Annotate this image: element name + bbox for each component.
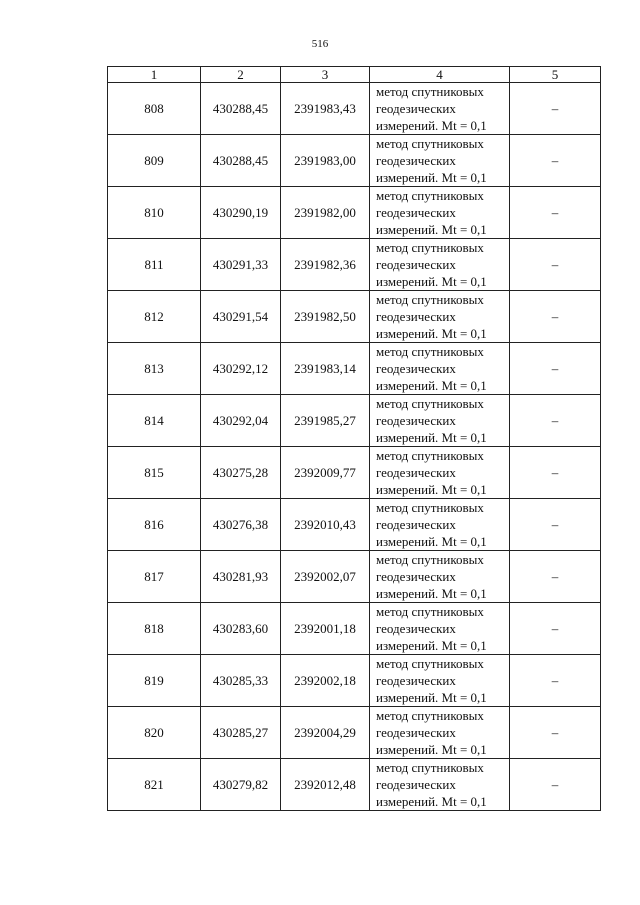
point-number-cell: 818 [108, 603, 201, 655]
table-row [108, 551, 601, 603]
column-header-3: 3 [281, 67, 370, 83]
point-number-cell: 821 [108, 759, 201, 811]
note-cell: – [510, 499, 601, 551]
method-cell: метод спутниковых геодезических измерений. Mt = 0,1 [370, 655, 510, 707]
y-coordinate-cell: 2391983,00 [281, 135, 370, 187]
point-number-cell: 809 [108, 135, 201, 187]
point-number-cell: 819 [108, 655, 201, 707]
x-coordinate-cell: 430275,28 [201, 447, 281, 499]
x-coordinate-cell: 430276,38 [201, 499, 281, 551]
method-cell: метод спутниковых геодезических измерений. Mt = 0,1 [370, 239, 510, 291]
point-number-cell: 820 [108, 707, 201, 759]
table-row [108, 187, 601, 239]
note-cell: – [510, 135, 601, 187]
table-row [108, 135, 601, 187]
x-coordinate-cell: 430291,33 [201, 239, 281, 291]
table-row [108, 83, 601, 135]
x-coordinate-cell: 430288,45 [201, 83, 281, 135]
table-row [108, 239, 601, 291]
method-cell: метод спутниковых геодезических измерений. Mt = 0,1 [370, 707, 510, 759]
x-coordinate-cell: 430288,45 [201, 135, 281, 187]
method-cell: метод спутниковых геодезических измерений. Mt = 0,1 [370, 83, 510, 135]
note-cell: – [510, 603, 601, 655]
table-header-row [108, 67, 601, 83]
column-header-4: 4 [370, 67, 510, 83]
y-coordinate-cell: 2391982,00 [281, 187, 370, 239]
x-coordinate-cell: 430292,04 [201, 395, 281, 447]
method-cell: метод спутниковых геодезических измерений. Mt = 0,1 [370, 135, 510, 187]
x-coordinate-cell: 430290,19 [201, 187, 281, 239]
y-coordinate-cell: 2392002,07 [281, 551, 370, 603]
table-row [108, 759, 601, 811]
x-coordinate-cell: 430285,33 [201, 655, 281, 707]
method-cell: метод спутниковых геодезических измерений. Mt = 0,1 [370, 291, 510, 343]
table-row [108, 655, 601, 707]
method-cell: метод спутниковых геодезических измерений. Mt = 0,1 [370, 395, 510, 447]
table-row [108, 343, 601, 395]
method-cell: метод спутниковых геодезических измерений. Mt = 0,1 [370, 499, 510, 551]
table-row [108, 447, 601, 499]
y-coordinate-cell: 2392001,18 [281, 603, 370, 655]
x-coordinate-cell: 430292,12 [201, 343, 281, 395]
table-row [108, 291, 601, 343]
note-cell: – [510, 759, 601, 811]
method-cell: метод спутниковых геодезических измерений. Mt = 0,1 [370, 447, 510, 499]
method-cell: метод спутниковых геодезических измерений. Mt = 0,1 [370, 551, 510, 603]
method-cell: метод спутниковых геодезических измерений. Mt = 0,1 [370, 603, 510, 655]
x-coordinate-cell: 430279,82 [201, 759, 281, 811]
table-row [108, 499, 601, 551]
note-cell: – [510, 447, 601, 499]
point-number-cell: 814 [108, 395, 201, 447]
column-header-2: 2 [201, 67, 281, 83]
y-coordinate-cell: 2392009,77 [281, 447, 370, 499]
table-row [108, 707, 601, 759]
column-header-5: 5 [510, 67, 601, 83]
point-number-cell: 808 [108, 83, 201, 135]
y-coordinate-cell: 2392012,48 [281, 759, 370, 811]
table-row [108, 603, 601, 655]
page-number: 516 [311, 38, 329, 50]
y-coordinate-cell: 2391985,27 [281, 395, 370, 447]
method-cell: метод спутниковых геодезических измерений. Mt = 0,1 [370, 343, 510, 395]
note-cell: – [510, 395, 601, 447]
point-number-cell: 810 [108, 187, 201, 239]
note-cell: – [510, 239, 601, 291]
y-coordinate-cell: 2391983,43 [281, 83, 370, 135]
method-cell: метод спутниковых геодезических измерений. Mt = 0,1 [370, 187, 510, 239]
note-cell: – [510, 291, 601, 343]
note-cell: – [510, 83, 601, 135]
y-coordinate-cell: 2392010,43 [281, 499, 370, 551]
x-coordinate-cell: 430283,60 [201, 603, 281, 655]
note-cell: – [510, 343, 601, 395]
point-number-cell: 812 [108, 291, 201, 343]
x-coordinate-cell: 430291,54 [201, 291, 281, 343]
point-number-cell: 815 [108, 447, 201, 499]
y-coordinate-cell: 2392002,18 [281, 655, 370, 707]
x-coordinate-cell: 430285,27 [201, 707, 281, 759]
y-coordinate-cell: 2392004,29 [281, 707, 370, 759]
point-number-cell: 813 [108, 343, 201, 395]
y-coordinate-cell: 2391982,50 [281, 291, 370, 343]
note-cell: – [510, 655, 601, 707]
coordinates-table [107, 66, 601, 811]
point-number-cell: 811 [108, 239, 201, 291]
table-row [108, 395, 601, 447]
x-coordinate-cell: 430281,93 [201, 551, 281, 603]
note-cell: – [510, 707, 601, 759]
point-number-cell: 817 [108, 551, 201, 603]
y-coordinate-cell: 2391983,14 [281, 343, 370, 395]
method-cell: метод спутниковых геодезических измерений. Mt = 0,1 [370, 759, 510, 811]
column-header-1: 1 [108, 67, 201, 83]
y-coordinate-cell: 2391982,36 [281, 239, 370, 291]
note-cell: – [510, 187, 601, 239]
note-cell: – [510, 551, 601, 603]
point-number-cell: 816 [108, 499, 201, 551]
